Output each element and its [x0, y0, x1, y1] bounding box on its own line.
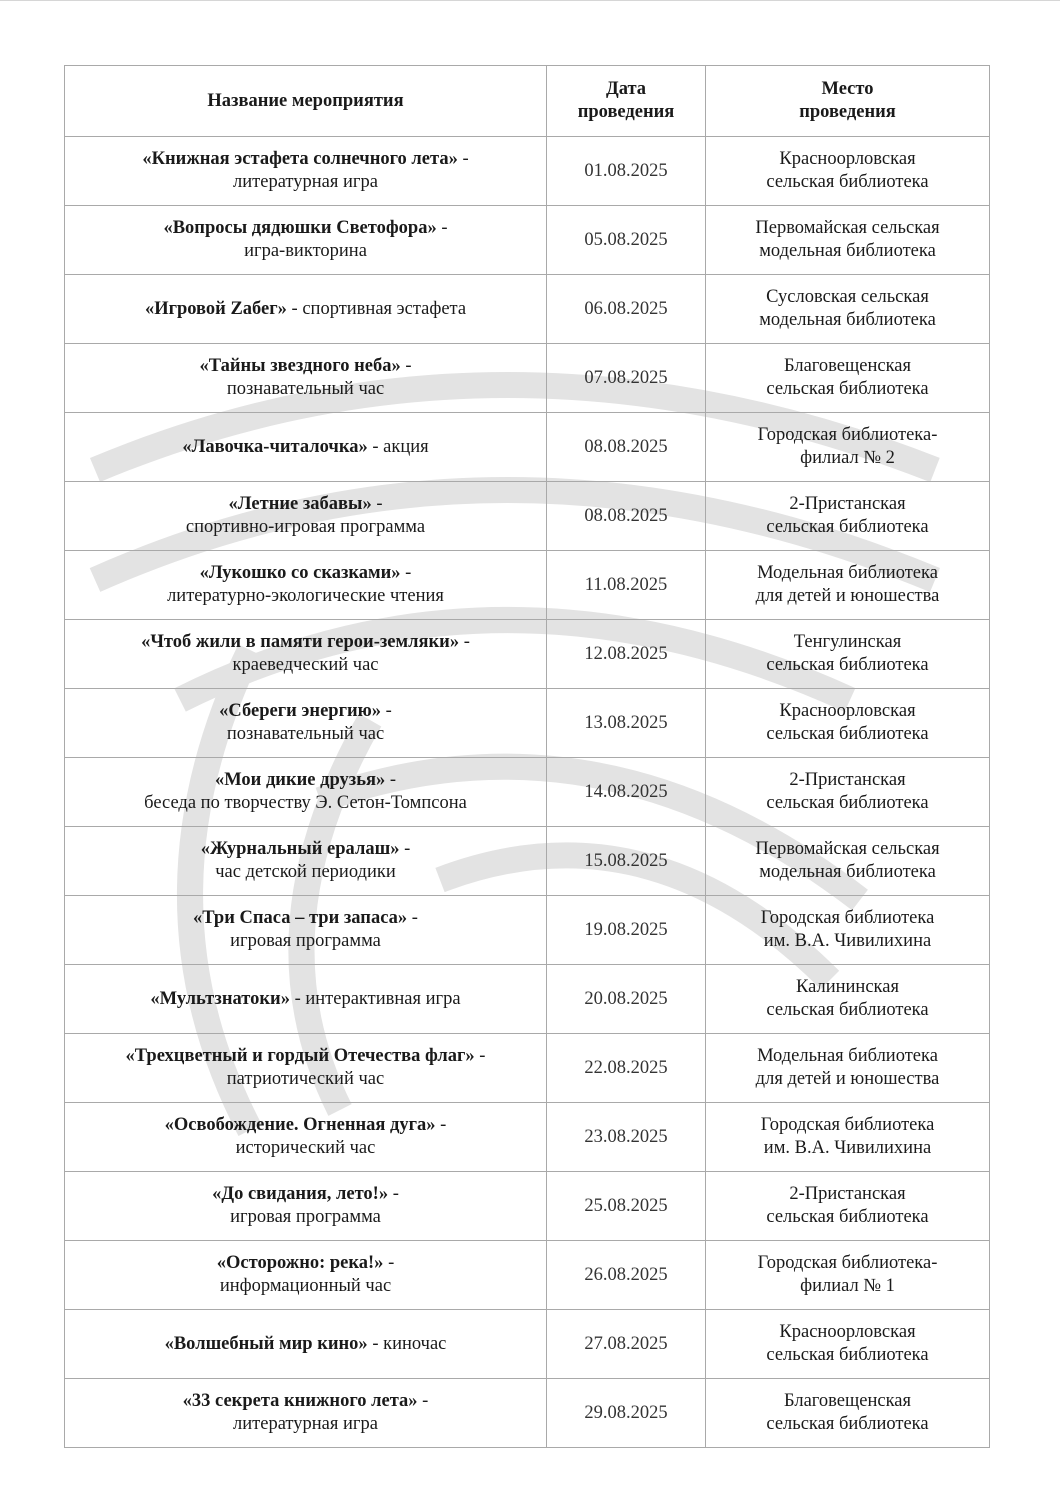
event-place-line1: Городская библиотека- [757, 425, 938, 445]
event-date: 27.08.2025 [547, 1310, 706, 1379]
header-place: Место проведения [706, 66, 990, 137]
table-row [65, 1034, 990, 1103]
table-row [65, 413, 990, 482]
event-date: 23.08.2025 [547, 1103, 706, 1172]
event-title: «Сбереги энергию» [219, 701, 382, 721]
event-type: патриотический час [226, 1069, 385, 1089]
event-title-suffix: - [435, 1115, 447, 1135]
event-place-cell [706, 551, 990, 620]
event-title: «Мультзнатоки» [150, 988, 290, 1009]
event-date: 13.08.2025 [547, 689, 706, 758]
event-place-line1: Первомайская сельская [755, 218, 940, 238]
table-row [65, 827, 990, 896]
event-title-suffix: - [399, 839, 411, 859]
event-place-line1: Городская библиотека- [757, 1253, 938, 1273]
event-date: 22.08.2025 [547, 1034, 706, 1103]
event-title: «Три Спаса – три запаса» [193, 908, 408, 928]
event-name-cell [65, 413, 547, 482]
event-title-suffix: - [417, 1391, 429, 1411]
table-row [65, 896, 990, 965]
event-place-line2: сельская библиотека [766, 1000, 929, 1020]
event-name-cell [65, 206, 547, 275]
event-name-cell [65, 689, 547, 758]
event-type: игра-викторина [244, 241, 367, 261]
event-title-suffix: - [388, 1184, 399, 1204]
event-title: «33 секрета книжного лета» [182, 1391, 418, 1411]
event-place-line1: Красноорловская [779, 149, 916, 169]
event-name-cell [65, 137, 547, 206]
event-name-cell [65, 1034, 547, 1103]
event-title-suffix: - [400, 356, 412, 376]
event-type: краеведческий час [232, 655, 379, 675]
event-title-suffix: - [457, 149, 469, 169]
event-title: «Мои дикие друзья» [214, 770, 386, 790]
event-place-line2: для детей и юношества [755, 586, 940, 606]
event-date: 26.08.2025 [547, 1241, 706, 1310]
event-place-line2: сельская библиотека [766, 517, 929, 537]
table-row [65, 551, 990, 620]
event-title: «До свидания, лето!» [212, 1184, 389, 1204]
event-name-cell [65, 344, 547, 413]
event-type: игровая программа [230, 1207, 381, 1227]
event-place-line2: сельская библиотека [766, 379, 929, 399]
event-place-cell [706, 1172, 990, 1241]
event-place-line1: Первомайская сельская [755, 839, 940, 859]
event-place-line1: Калининская [796, 977, 899, 997]
event-place-cell [706, 1103, 990, 1172]
event-title-suffix: - киночас [367, 1333, 447, 1354]
event-title: «Летние забавы» [228, 494, 372, 514]
event-place-cell [706, 689, 990, 758]
table-row [65, 1172, 990, 1241]
table-row [65, 482, 990, 551]
event-place-cell [706, 137, 990, 206]
event-date: 20.08.2025 [547, 965, 706, 1034]
event-place-line2: сельская библиотека [766, 1207, 929, 1227]
event-place-cell [706, 344, 990, 413]
event-type: исторический час [235, 1138, 376, 1158]
event-name-cell [65, 1172, 547, 1241]
event-name-cell [65, 965, 547, 1034]
event-title: «Осторожно: река!» [216, 1253, 384, 1273]
event-place-line1: Модельная библиотека [757, 1046, 938, 1066]
event-name-cell [65, 758, 547, 827]
event-place-cell [706, 1310, 990, 1379]
event-place-line2: сельская библиотека [766, 655, 929, 675]
event-place-line2: для детей и юношества [755, 1069, 940, 1089]
event-place-line1: Городская библиотека [760, 908, 935, 928]
event-title: «Журнальный ералаш» [200, 839, 400, 859]
event-place-line1: 2-Пристанская [789, 1184, 906, 1204]
event-place-line1: Модельная библиотека [757, 563, 938, 583]
event-place-line1: Красноорловская [779, 701, 916, 721]
event-type: спортивно-игровая программа [185, 517, 426, 537]
event-date: 08.08.2025 [547, 413, 706, 482]
event-date: 01.08.2025 [547, 137, 706, 206]
event-title: «Чтоб жили в памяти герои-земляки» [141, 632, 460, 652]
table-row [65, 1103, 990, 1172]
event-title-suffix: - [474, 1046, 486, 1066]
event-date: 06.08.2025 [547, 275, 706, 344]
event-name-cell [65, 1310, 547, 1379]
table-row [65, 1241, 990, 1310]
event-name-cell [65, 620, 547, 689]
event-title: «Вопросы дядюшки Светофора» [163, 218, 437, 238]
event-name-cell [65, 1103, 547, 1172]
event-place-line1: Благовещенская [783, 1391, 912, 1411]
event-type: литературная игра [233, 172, 378, 192]
event-place-line1: Благовещенская [783, 356, 912, 376]
table-row [65, 275, 990, 344]
event-place-cell [706, 206, 990, 275]
event-title: «Тайны звездного неба» [199, 356, 401, 376]
event-name-cell [65, 1379, 547, 1448]
event-place-cell [706, 1379, 990, 1448]
event-date: 19.08.2025 [547, 896, 706, 965]
event-place-cell [706, 827, 990, 896]
event-date: 11.08.2025 [547, 551, 706, 620]
event-title-suffix: - [383, 1253, 395, 1273]
event-name-cell [65, 827, 547, 896]
event-date: 07.08.2025 [547, 344, 706, 413]
event-date: 05.08.2025 [547, 206, 706, 275]
event-title-suffix: - [381, 701, 392, 721]
event-type: познавательный час [226, 724, 385, 744]
event-place-line2: сельская библиотека [766, 724, 929, 744]
event-type: познавательный час [226, 379, 385, 399]
event-title: «Трехцветный и гордый Отечества флаг» [125, 1046, 475, 1066]
event-type: игровая программа [230, 931, 381, 951]
header-name: Название мероприятия [65, 66, 547, 137]
event-title-suffix: - [371, 494, 383, 514]
table-row [65, 1379, 990, 1448]
event-date: 08.08.2025 [547, 482, 706, 551]
table-row [65, 137, 990, 206]
event-name-cell [65, 275, 547, 344]
event-place-line1: Городская библиотека [760, 1115, 935, 1135]
event-title-suffix: - [385, 770, 397, 790]
table-row [65, 758, 990, 827]
event-date: 29.08.2025 [547, 1379, 706, 1448]
event-place-line2: модельная библиотека [759, 862, 936, 882]
event-title: «Волшебный мир кино» [164, 1333, 368, 1354]
event-place-line2: филиал № 1 [800, 1276, 895, 1296]
table-row [65, 965, 990, 1034]
event-title-suffix: - [400, 563, 412, 583]
event-type: беседа по творчеству Э. Сетон-Томпсона [144, 793, 467, 813]
event-name-cell [65, 1241, 547, 1310]
event-title: «Книжная эстафета солнечного лета» [142, 149, 458, 169]
event-type: литературно-экологические чтения [167, 586, 444, 606]
event-place-line1: 2-Пристанская [789, 770, 906, 790]
event-place-cell [706, 482, 990, 551]
table-row [65, 206, 990, 275]
event-place-line2: сельская библиотека [766, 1414, 929, 1434]
event-title: «Игровой Zабег» [144, 298, 287, 319]
event-place-cell [706, 758, 990, 827]
event-date: 12.08.2025 [547, 620, 706, 689]
event-title-suffix: - интерактивная игра [289, 988, 461, 1009]
event-place-line2: сельская библиотека [766, 172, 929, 192]
event-place-cell [706, 965, 990, 1034]
event-title-suffix: - акция [367, 436, 429, 457]
event-type: информационный час [219, 1276, 392, 1296]
event-date: 15.08.2025 [547, 827, 706, 896]
event-place-line2: им. В.А. Чивилихина [763, 1138, 932, 1158]
event-place-cell [706, 275, 990, 344]
event-title-suffix: - [436, 218, 448, 238]
event-place-line2: сельская библиотека [766, 1345, 929, 1365]
event-place-cell [706, 620, 990, 689]
event-place-cell [706, 1034, 990, 1103]
event-place-cell [706, 896, 990, 965]
event-name-cell [65, 551, 547, 620]
event-place-line1: Тенгулинская [793, 632, 902, 652]
event-date: 25.08.2025 [547, 1172, 706, 1241]
event-place-line2: филиал № 2 [800, 448, 895, 468]
event-title: «Лукошко со сказками» [199, 563, 401, 583]
event-place-cell [706, 413, 990, 482]
table-row [65, 1310, 990, 1379]
event-place-line1: Сусловская сельская [766, 287, 929, 307]
event-name-cell [65, 482, 547, 551]
table-header-row [65, 66, 990, 137]
event-place-line2: сельская библиотека [766, 793, 929, 813]
table-row [65, 620, 990, 689]
event-place-line1: Красноорловская [779, 1322, 916, 1342]
event-place-line2: им. В.А. Чивилихина [763, 931, 932, 951]
table-row [65, 344, 990, 413]
event-title: «Освобождение. Огненная дуга» [164, 1115, 436, 1135]
event-title-suffix: - спортивная эстафета [286, 298, 467, 319]
header-date: Дата проведения [547, 66, 706, 137]
event-place-line2: модельная библиотека [759, 310, 936, 330]
page-top-rule [0, 0, 1060, 1]
event-name-cell [65, 896, 547, 965]
events-table [64, 65, 990, 1448]
event-place-line1: 2-Пристанская [789, 494, 906, 514]
event-place-line2: модельная библиотека [759, 241, 936, 261]
event-title-suffix: - [407, 908, 418, 928]
event-place-cell [706, 1241, 990, 1310]
event-title-suffix: - [459, 632, 470, 652]
event-type: литературная игра [233, 1414, 378, 1434]
event-title: «Лавочка-читалочка» [182, 436, 368, 457]
event-date: 14.08.2025 [547, 758, 706, 827]
event-type: час детской периодики [215, 862, 396, 882]
table-row [65, 689, 990, 758]
